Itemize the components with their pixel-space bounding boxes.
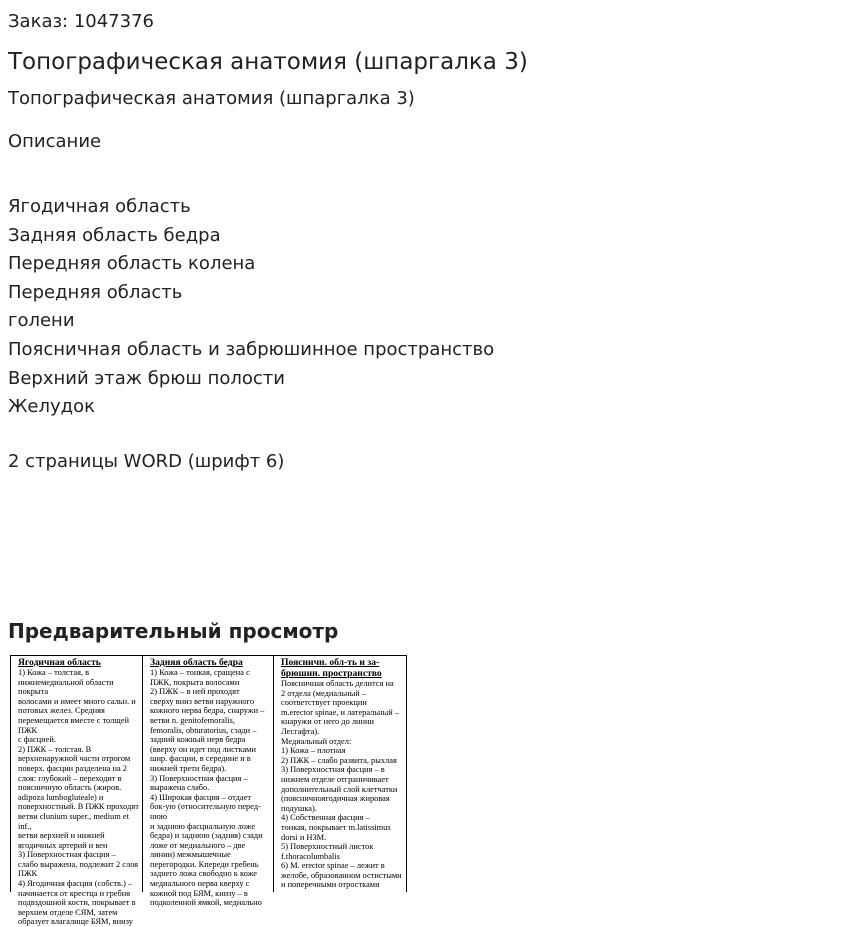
preview-line: шир. фасции, в середине и в bbox=[150, 754, 251, 764]
preview-line: бок-ую (относительную перед-нюю bbox=[150, 802, 261, 821]
preview-line: потовых желез. Средняя bbox=[18, 706, 105, 716]
preview-line: кожного нерва бедра, снаружи – bbox=[150, 706, 265, 716]
preview-line: 1) Кожа – толстая, в bbox=[18, 668, 90, 677]
preview-line: 2) ПЖК – в ней проходят bbox=[150, 687, 240, 697]
preview-line: тонкая, покрывает m.latissimus bbox=[281, 822, 391, 832]
list-item: голени bbox=[8, 310, 75, 332]
preview-line: (поясничноягодичная жировая bbox=[281, 794, 390, 804]
column-title: Задняя область бедра bbox=[150, 657, 243, 668]
preview-line: 5) Поверхностный листок bbox=[281, 842, 374, 852]
preview-line: ветви верхней и нижней bbox=[18, 831, 105, 841]
preview-line: образует влагалище БЯМ, внизу bbox=[18, 917, 133, 927]
preview-line: желобе, образованном остистыми bbox=[281, 870, 402, 880]
preview-line: ветви clunium super., medium et inf., bbox=[18, 811, 129, 831]
preview-line: ложе от медиального – две bbox=[150, 840, 246, 850]
page-title: Топографическая анатомия (шпаргалка 3) bbox=[8, 49, 528, 75]
preview-line: 1) Кожа – тонкая, сращена с bbox=[150, 668, 250, 677]
column-text bbox=[281, 679, 403, 890]
preview-line: волосами и имеет много сальн. и bbox=[18, 696, 136, 706]
preview-line: Лесгафта). bbox=[281, 726, 320, 736]
preview-column-3 bbox=[273, 656, 406, 892]
preview-line: Поясничная область делится на bbox=[281, 679, 394, 688]
preview-line: верхненаружной части отрогом bbox=[18, 754, 131, 764]
preview-line: перегородки. Кпереди гребень bbox=[150, 859, 259, 869]
column-title: Ягодичная область bbox=[18, 657, 101, 668]
preview-line: кнаружи от него до линии bbox=[281, 717, 374, 727]
preview-line: выражена слабо. bbox=[150, 783, 210, 793]
order-number: Заказ: 1047376 bbox=[8, 11, 154, 32]
preview-line: бедра) и заднюю (задняя) сзади bbox=[150, 831, 263, 841]
preview-line: линии) межмышечные bbox=[150, 850, 231, 860]
preview-column-1 bbox=[11, 656, 142, 927]
preview-line: 4) Ягодичная фасция (собств.) – bbox=[18, 879, 133, 889]
preview-line: m.erector spinae, и латеральный – bbox=[281, 707, 400, 717]
description-heading: Описание bbox=[8, 131, 102, 152]
preview-column-2 bbox=[142, 656, 273, 908]
preview-line: 2) ПЖК – слабо развита, рыхлая bbox=[281, 755, 397, 765]
preview-line: сверху вниз ветви наружного bbox=[150, 696, 255, 706]
preview-line: dorsi и НЗМ. bbox=[281, 832, 327, 842]
preview-line: 1) Кожа – плотная bbox=[281, 746, 346, 756]
preview-line: 4) Собственная фасция – bbox=[281, 813, 370, 823]
preview-line: нижней трети бедра). bbox=[150, 763, 227, 773]
preview-heading: Предварительный просмотр bbox=[8, 619, 339, 643]
preview-line: подколенной ямкой, медиально bbox=[150, 898, 262, 908]
preview-line: ПЖК, покрыта волосами bbox=[150, 677, 240, 687]
preview-line: поясничную область (жиров. bbox=[18, 783, 122, 793]
column-text bbox=[150, 668, 270, 908]
preview-line: ягодичных артерий и вен bbox=[18, 840, 108, 850]
preview-line: слоя: глубокий – переходит в bbox=[18, 773, 122, 783]
list-item: Желудок bbox=[8, 396, 95, 418]
column-title: Поясничн. обл-ть и за-брюшин. пространство bbox=[281, 657, 382, 679]
page-subtitle: Топографическая анатомия (шпаргалка 3) bbox=[8, 88, 415, 109]
preview-line: 2) ПЖК – толстая. В bbox=[18, 744, 92, 754]
preview-line: 4) Широкая фасция – отдает bbox=[150, 792, 252, 802]
preview-line: дополнительный слой клетчатки bbox=[281, 784, 398, 794]
preview-line: нижнем отделе отграничивает bbox=[281, 774, 389, 784]
preview-line: ПЖК bbox=[18, 869, 38, 879]
preview-line: поверх. фасции разделена на 2 bbox=[18, 763, 127, 773]
list-item: Верхний этаж брюш полости bbox=[8, 367, 285, 389]
preview-line: поверхностный. В ПЖК проходят bbox=[18, 802, 139, 812]
preview-line: верхнем отделе СЯМ, затем bbox=[18, 907, 118, 917]
column-text bbox=[18, 668, 139, 927]
preview-line: и поперечными отростками bbox=[281, 880, 380, 890]
topic-list bbox=[8, 193, 494, 422]
preview-line: соответствует проекции bbox=[281, 698, 367, 708]
preview-line: ветви n. genitofemoralis, bbox=[150, 715, 235, 725]
preview-line: кожной под БЯМ, книзу – в bbox=[150, 888, 248, 898]
preview-line: начинается от крестца и гребня bbox=[18, 888, 131, 898]
list-item: Передняя область колена bbox=[8, 253, 256, 275]
preview-line: 3) Поверхностная фасция – в bbox=[281, 765, 385, 775]
preview-line: 3) Поверхностная фасция – bbox=[150, 773, 248, 783]
list-item: Передняя область bbox=[8, 281, 183, 303]
preview-line: 2 отдела (медиальный – bbox=[281, 688, 366, 698]
list-item: Ягодичная область bbox=[8, 196, 191, 217]
preview-line: (вверху он идет под листками bbox=[150, 744, 256, 754]
preview-line: и заднюю фасциальную ложе bbox=[150, 821, 256, 831]
preview-line: f.thoracolumbalis bbox=[281, 851, 340, 861]
preview-line: задний кожный нерв бедра bbox=[150, 735, 246, 745]
preview-line: слабо выражена, подлежит 2 слоя bbox=[18, 859, 139, 869]
preview-line: 3) Поверхностная фасция – bbox=[18, 850, 116, 860]
preview-line: нижнемедиальной области покрыта bbox=[18, 677, 114, 697]
preview-line: Медиальный отдел: bbox=[281, 736, 352, 746]
preview-line: перемещается вместе с толщей ПЖК bbox=[18, 715, 129, 735]
preview-line: подвздошной кости, покрывает в bbox=[18, 898, 136, 908]
pages-note: 2 страницы WORD (шрифт 6) bbox=[8, 451, 285, 472]
document-preview bbox=[10, 655, 407, 927]
preview-line: с фасцией. bbox=[18, 735, 56, 745]
preview-line: подушка). bbox=[281, 803, 317, 813]
preview-line: заднего ложа свободно к коже bbox=[150, 869, 257, 879]
preview-line: 6) M. erector spinae – лежит в bbox=[281, 861, 385, 871]
preview-line: femoralis, obturatorius, сзади – bbox=[150, 725, 257, 735]
list-item: Поясничная область и забрюшинное пространство bbox=[8, 338, 495, 360]
preview-line: медиального нерва кверху с bbox=[150, 879, 250, 889]
list-item: Задняя область бедра bbox=[8, 224, 221, 246]
preview-line: adipoza lumbogluteale) и bbox=[18, 792, 104, 802]
